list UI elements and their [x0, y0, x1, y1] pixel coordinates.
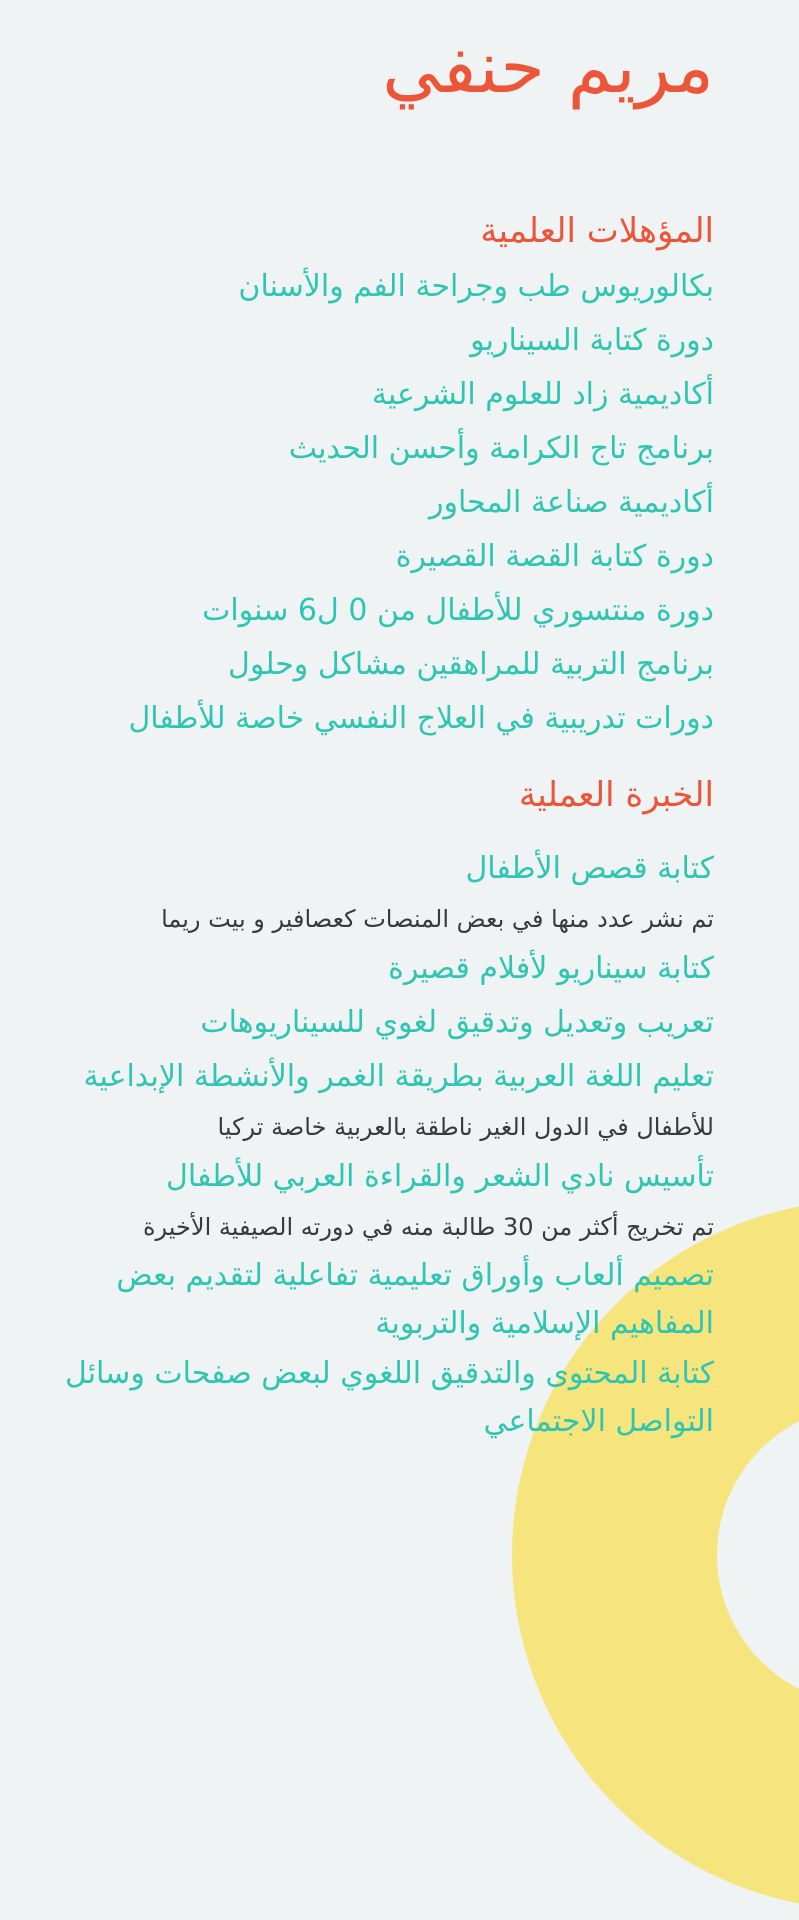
experience-item	[14, 942, 714, 996]
qualifications-list	[14, 260, 714, 746]
qualification-item: برنامج التربية للمراهقين مشاكل وحلول	[228, 647, 714, 682]
experience-title: كتابة سيناريو لأفلام قصيرة	[388, 951, 714, 986]
experience-heading: الخبرة العملية	[518, 775, 714, 815]
experience-title: تعليم اللغة العربية بطريقة الغمر والأنشطة الإبداعية	[83, 1059, 714, 1094]
experience-title: كتابة المحتوى والتدقيق اللغوي لبعض صفحات وسائل التواصل الاجتماعي	[64, 1356, 714, 1439]
experience-item	[14, 1252, 714, 1348]
experience-item	[14, 996, 714, 1050]
experience-title: تأسيس نادي الشعر والقراءة العربي للأطفال	[166, 1159, 714, 1194]
qualification-item: دورة كتابة السيناريو	[470, 323, 714, 358]
person-name: مريم حنفي	[382, 25, 714, 109]
experience-title: كتابة قصص الأطفال	[465, 851, 714, 886]
experience-item	[14, 1050, 714, 1150]
resume-content	[14, 0, 714, 1446]
experience-description: تم نشر عدد منها في بعض المنصات كعصافير و بيت ريما	[161, 905, 714, 933]
experience-description: تم تخريج أكثر من 30 طالبة منه في دورته الصيفية الأخيرة	[142, 1213, 714, 1241]
experience-title: تصميم ألعاب وأوراق تعليمية تفاعلية لتقديم بعض المفاهيم الإسلامية والتربوية	[116, 1258, 714, 1341]
qualification-item: دورة كتابة القصة القصيرة	[395, 539, 714, 574]
experience-item	[14, 1350, 714, 1446]
qualification-item: دورة منتسوري للأطفال من 0 ل6 سنوات	[202, 593, 714, 628]
experience-description: للأطفال في الدول الغير ناطقة بالعربية خاصة تركيا	[217, 1113, 714, 1141]
qualification-item: دورات تدريبية في العلاج النفسي خاصة للأطفال	[128, 701, 714, 736]
experience-title: تعريب وتعديل وتدقيق لغوي للسيناريوهات	[200, 1005, 714, 1040]
qualification-item: أكاديمية صناعة المحاور	[429, 485, 714, 520]
qualification-item: أكاديمية زاد للعلوم الشرعية	[371, 377, 714, 412]
qualifications-heading: المؤهلات العلمية	[480, 211, 714, 251]
experience-item	[14, 1150, 714, 1250]
experience-item	[14, 842, 714, 942]
qualification-item: بكالوريوس طب وجراحة الفم والأسنان	[238, 269, 714, 304]
qualification-item: برنامج تاج الكرامة وأحسن الحديث	[288, 431, 714, 466]
